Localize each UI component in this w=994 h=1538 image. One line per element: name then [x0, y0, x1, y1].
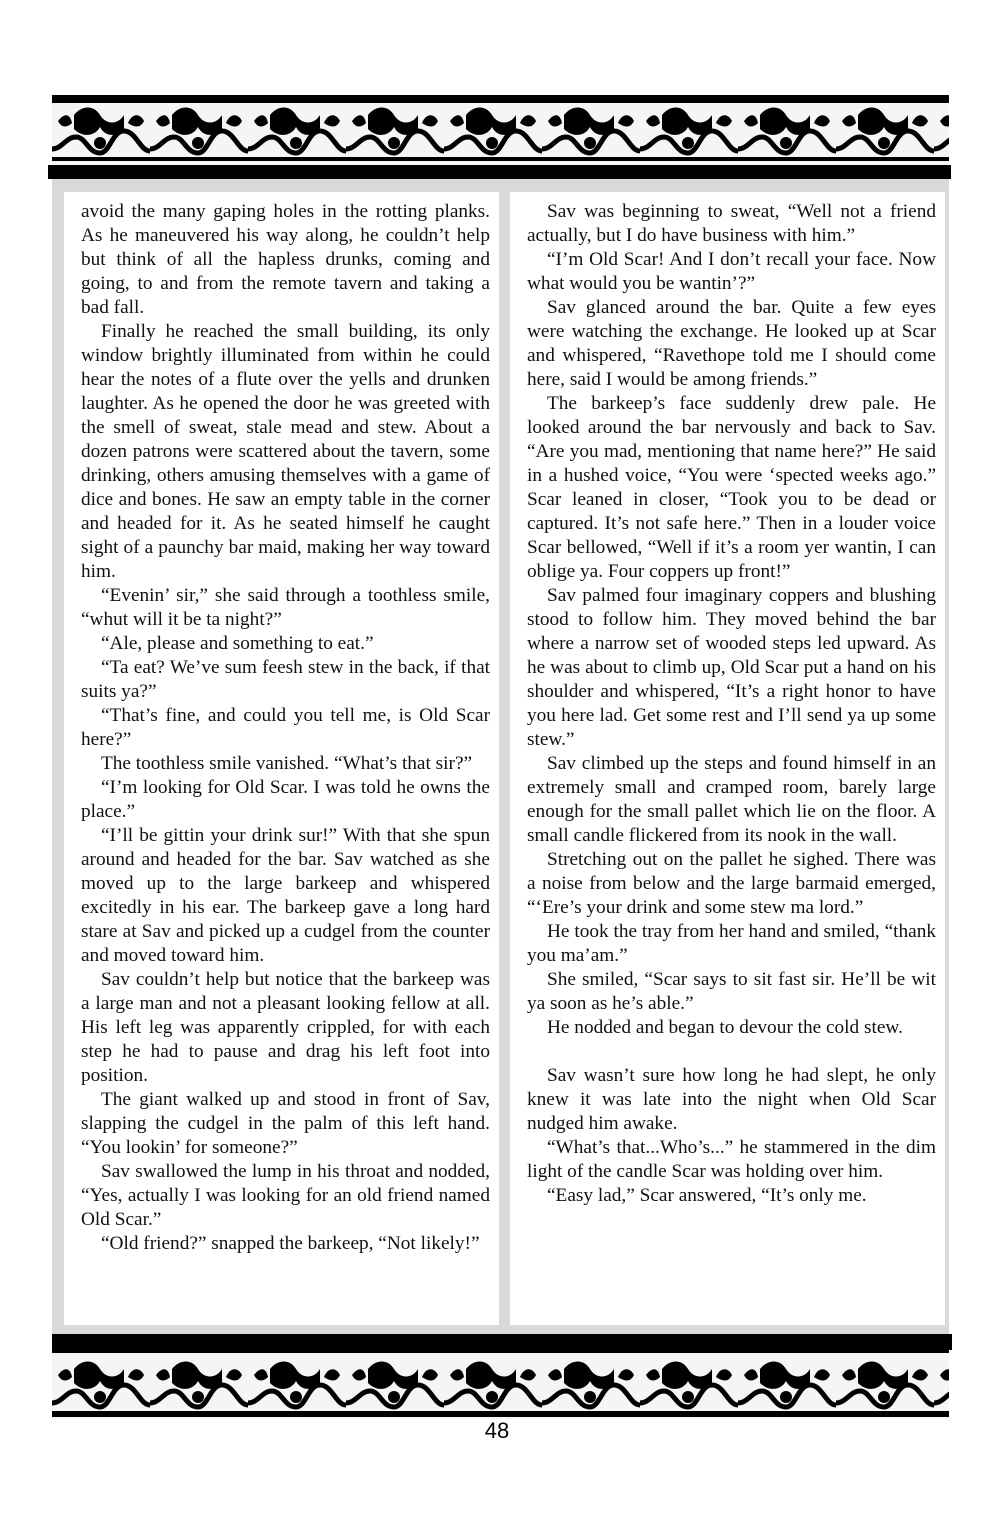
paragraph: “Easy lad,” Scar answered, “It’s only me. [547, 1185, 867, 1206]
paragraph: “Ale, please and something to eat.” [101, 633, 374, 654]
paragraph: “That’s fine, and could you tell me, is Old Scar here?” [81, 705, 490, 750]
paragraph: The barkeep’s face suddenly drew pale. He looked around the bar nervously and back to Sav. “Are you mad, mentioning that name here?” He said in a hushed voice, “You were ‘spected weeks ago.” Scar leaned in closer, “Took you to be dead or captured. It’s not safe here.” Then in a louder voice Scar bellowed, “Well if it’s a room yer wantin, I can oblige ya. Four coppers up front!” [527, 393, 936, 582]
paragraph: The giant walked up and stood in front of Sav, slapping the cudgel in the palm of this left hand. “You lookin’ for someone?” [81, 1089, 490, 1158]
paragraph: Finally he reached the small building, its only window brightly illuminated from within he could hear the notes of a flute over the yells and drunken laughter. As he opened the door he was greeted with the smell of sweat, stale mead and stew. About a dozen patrons were scattered about the tavern, some drinking, others amusing themselves with a game of dice and bones. He saw an empty table in the corner and headed for it. As he seated himself he caught sight of a paunchy bar maid, making her way toward him. [81, 321, 490, 582]
paragraph: He nodded and began to devour the cold stew. [547, 1017, 903, 1038]
paragraph: Sav wasn’t sure how long he had slept, he only knew it was late into the night when Old Scar nudged him awake. [527, 1065, 936, 1134]
paragraph: She smiled, “Scar says to sit fast sir. He’ll be wit ya soon as he’s able.” [527, 969, 936, 1014]
paragraph: He took the tray from her hand and smiled, “thank you ma’am.” [527, 921, 936, 966]
text-column-left [64, 192, 499, 1325]
paragraph: “What’s that...Who’s...” he stammered in the dim light of the candle Scar was holding over him. [527, 1137, 936, 1182]
paragraph: The toothless smile vanished. “What’s that sir?” [101, 753, 473, 774]
page-number: 48 [484, 1418, 510, 1443]
ornament-pattern-bottom [52, 1347, 949, 1419]
paragraph: Sav glanced around the bar. Quite a few eyes were watching the exchange. He looked up at Scar and whispered, “Ravethope told me I should come here, said I would be among friends.” [527, 297, 936, 390]
paragraph: avoid the many gaping holes in the rotting planks. As he maneuvered his way along, he couldn’t help but think of all the hapless drunks, coming and going, to and from the remote tavern and taking a bad fall. [81, 201, 490, 318]
paragraph: Stretching out on the pallet he sighed. There was a noise from below and the large barmaid emerged, “‘Ere’s your drink and some stew ma lord.” [527, 849, 936, 918]
paragraph: Sav swallowed the lump in his throat and nodded, “Yes, actually I was looking for an old friend named Old Scar.” [81, 1161, 490, 1230]
paragraph: Sav was beginning to sweat, “Well not a friend actually, but I do have business with him.” [527, 201, 936, 246]
paragraph: “Ta eat? We’ve sum feesh stew in the back, if that suits ya?” [81, 657, 490, 702]
section-break [527, 1040, 936, 1064]
paragraph: Sav climbed up the steps and found himself in an extremely small and cramped room, barely large enough for the small pallet which lie on the floor. A small candle flickered from its nook in the wall. [527, 753, 936, 846]
decorative-border-bottom [52, 1347, 949, 1419]
paragraph: Sav couldn’t help but notice that the barkeep was a large man and not a pleasant looking fellow at all. His left leg was apparently crippled, for with each step he had to pause and drag his left foot into position. [81, 969, 490, 1086]
text-column-right [510, 192, 945, 1325]
paragraph: “I’m Old Scar! And I don’t recall your face. Now what would you be wantin’?” [527, 249, 936, 294]
ornament-pattern-top [52, 95, 949, 167]
paragraph: “I’m looking for Old Scar. I was told he owns the place.” [81, 777, 490, 822]
paragraph: “I’ll be gittin your drink sur!” With that she spun around and headed for the bar. Sav watched as she moved up to the large barkeep and whispered excitedly in his ear. The barkeep gave a long hard stare at Sav and picked up a cudgel from the counter and moved toward him. [81, 825, 490, 966]
paragraph: “Old friend?” snapped the barkeep, “Not likely!” [101, 1233, 480, 1254]
header-rule [48, 165, 951, 179]
paragraph: “Evenin’ sir,” she said through a toothless smile, “whut will it be ta night?” [81, 585, 490, 630]
paragraph: Sav palmed four imaginary coppers and blushing stood to follow him. They moved behind the bar where a narrow set of wooded steps led upward. As he was about to climb up, Old Scar put a hand on his shoulder and whispered, “It’s a right honor to have you here lad. Get some rest and I’ll send ya up some stew.” [527, 585, 936, 750]
decorative-border-top [52, 95, 949, 167]
